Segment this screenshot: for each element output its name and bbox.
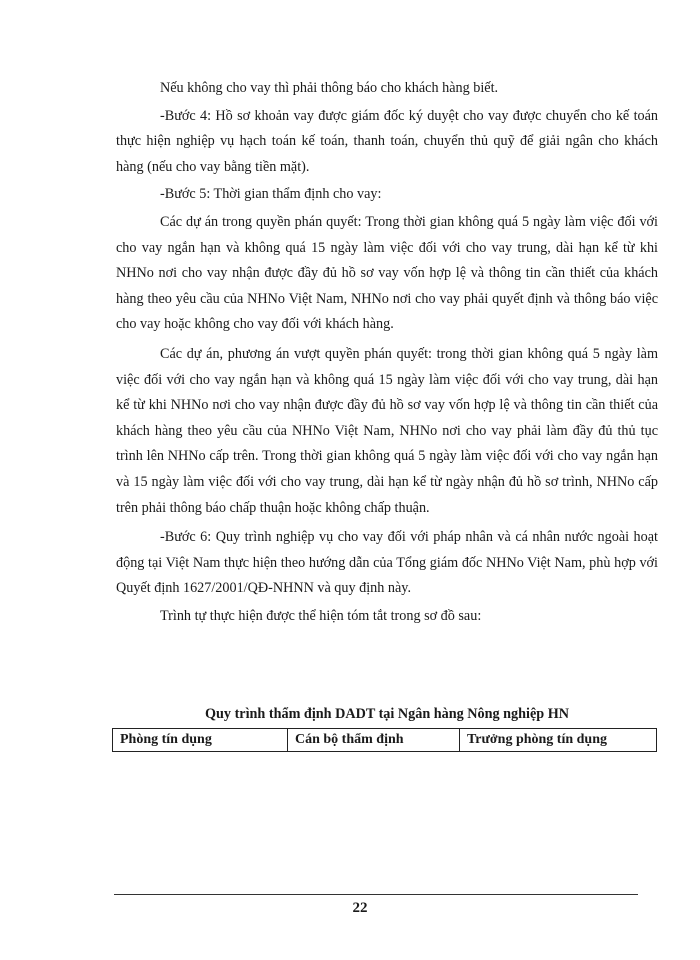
paragraph-notify-customer: Nếu không cho vay thì phải thông báo cho khách hàng biết. [160,80,499,96]
column-credit-department: Phòng tín dụng [113,729,288,751]
footer-divider [114,894,638,895]
diagram-header-table [112,728,657,752]
paragraph-step-5: -Bước 5: Thời gian thẩm định cho vay: [160,186,382,203]
paragraph-within-authority: Các dự án trong quyền phán quyết: Trong thời gian không quá 5 ngày làm việc đối với cho vay ngắn hạn và không quá 15 ngày làm việc đối với cho vay trung, dài hạn kể từ khi NHNo nơi cho vay nhận được đầy đủ hồ sơ vay vốn hợp lệ và thông tin cần thiết của khách hàng theo yêu cầu của NHNo Việt Nam, NHNo nơi cho vay phải quyết định và thông báo việc cho vay hoặc không cho vay đối với khách hàng. [116,213,658,333]
paragraph-step-6: -Bước 6: Quy trình nghiệp vụ cho vay đối với pháp nhân và cá nhân nước ngoài hoạt động tại Việt Nam thực hiện theo hướng dẫn của Tổng giám đốc NHNo Việt Nam, phù hợp với Quyết định 1627/2001/QĐ-NHNN và quy định này. [116,529,658,597]
body-text [116,76,658,629]
diagram-title: Quy trình thẩm định DADT tại Ngân hàng Nông nghiệp HN [205,706,569,722]
paragraph-step-4: -Bước 4: Hồ sơ khoản vay được giám đốc ký duyệt cho vay được chuyển cho kế toán thực hiện nghiệp vụ hạch toán kế toán, thanh toán, chuyển thủ quỹ để giải ngân cho khách hàng (nếu cho vay bằng tiền mặt). [116,107,658,175]
column-appraisal-officer: Cán bộ thẩm định [288,729,460,751]
paragraph-diagram-intro: Trình tự thực hiện được thể hiện tóm tắt trong sơ đồ sau: [160,607,482,624]
column-head-of-credit: Trưởng phòng tín dụng [467,732,608,747]
paragraph-beyond-authority: Các dự án, phương án vượt quyền phán quyết: trong thời gian không quá 5 ngày làm việc đối với cho vay ngắn hạn và không quá 15 ngày làm việc đối với cho vay trung, dài hạn kể từ khi NHNo nơi cho vay nhận được đầy đủ hồ sơ vay vốn hợp lệ và thông tin cần thiết của khách hàng theo yêu cầu của NHNo Việt Nam, NHNo nơi cho vay phải làm đầy đủ thủ tục trình lên NHNo cấp trên. Trong thời gian không quá 5 ngày làm việc đối với cho vay ngắn hạn và 15 ngày làm việc đối với cho vay trung, dài hạn kể từ ngày nhận đủ hồ sơ trình, NHNo cấp trên phải thông báo chấp thuận hoặc không chấp thuận. [116,345,658,516]
page-number: 22 [352,900,368,916]
